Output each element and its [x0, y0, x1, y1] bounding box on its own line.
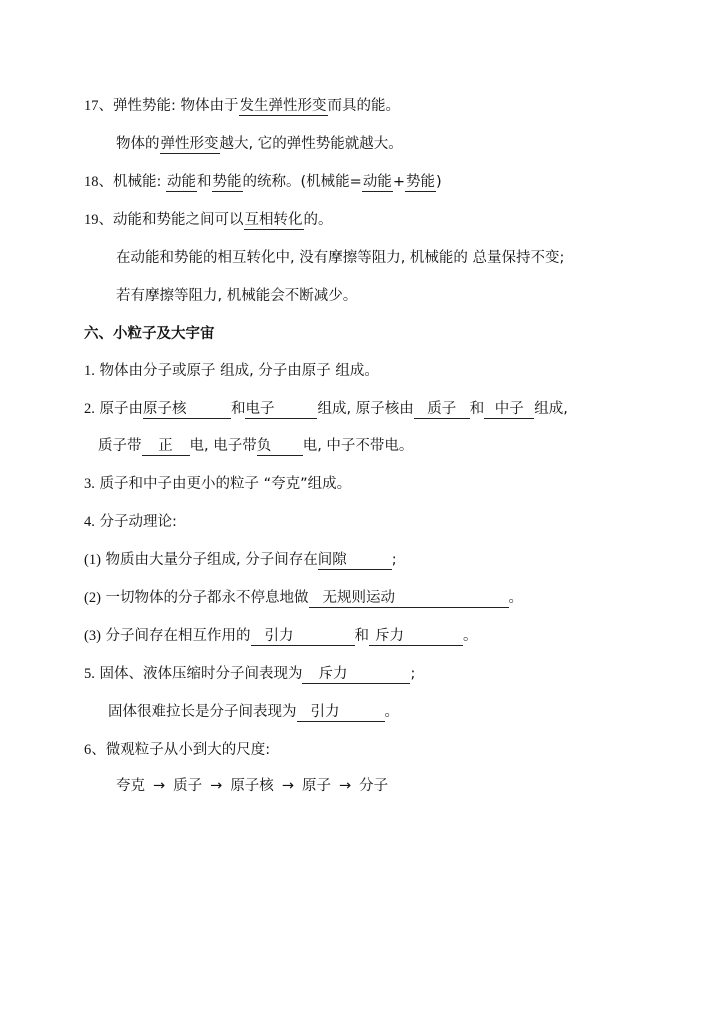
point-text: 物质由大量分子组成, 分子间存在 — [100, 552, 318, 568]
scale-item: 原子核 — [230, 778, 274, 794]
item-text: 动能和势能之间可以 — [113, 212, 244, 228]
underlined-term: 势能 — [212, 174, 242, 190]
right-arrow-icon: → — [153, 778, 166, 794]
item-text: 的。 — [303, 212, 333, 228]
right-arrow-icon: → — [338, 778, 352, 794]
point-5 — [84, 664, 415, 684]
point-text: 组成, — [534, 401, 568, 417]
fill-blank — [484, 401, 534, 419]
fill-blank — [302, 666, 410, 684]
fill-answer: 正 — [158, 438, 173, 454]
point-text: 固体、液体压缩时分子间表现为 — [94, 666, 303, 682]
fill-answer: 电子 — [245, 401, 275, 417]
point-text: 质子带 — [98, 438, 142, 454]
right-arrow-icon: → — [281, 778, 294, 794]
point-text: 分子动理论: — [94, 514, 177, 530]
point-number: (1) — [84, 552, 101, 568]
underlined-term: 发生弹性形变 — [239, 98, 327, 114]
point-text: 电, 电子带 — [189, 438, 257, 454]
point-text: 物体由分子或原子 组成, 分子由原子 组成。 — [94, 363, 379, 379]
point-2-detail — [98, 436, 413, 456]
fill-answer: 原子核 — [142, 401, 187, 417]
item-17-detail — [116, 134, 403, 154]
item-text: 物体的 — [116, 136, 160, 152]
point-1 — [84, 361, 379, 381]
point-4-3 — [84, 626, 478, 646]
fill-blank — [414, 401, 470, 419]
fill-answer: 引力 — [264, 628, 294, 644]
point-4-2 — [84, 588, 523, 608]
fill-blank — [251, 628, 355, 646]
point-5-detail — [108, 702, 399, 722]
point-3 — [84, 474, 351, 494]
fill-answer: 中子 — [494, 401, 524, 417]
point-text: 组成, 原子核由 — [317, 401, 414, 417]
point-number: (3) — [84, 628, 101, 644]
right-arrow-icon: → — [210, 778, 223, 794]
underlined-term: 互相转化 — [244, 212, 303, 228]
underlined-term: 动能 — [362, 174, 392, 190]
underlined-term: 势能 — [405, 174, 435, 190]
point-number: 1. — [84, 363, 95, 379]
fill-blank — [318, 552, 392, 570]
point-number: 3. — [84, 476, 95, 492]
point-number: 4. — [84, 514, 95, 530]
point-number: 2. — [84, 401, 95, 417]
fill-blank — [143, 401, 231, 419]
fill-answer: 斥力 — [318, 666, 348, 682]
item-19-detail-1: 在动能和势能的相互转化中, 没有摩擦等阻力, 机械能的 总量保持不变; — [116, 250, 565, 266]
item-number: 18、 — [84, 174, 113, 190]
scale-item: 夸克 — [116, 778, 145, 794]
point-text: 一切物体的分子都永不停息地做 — [100, 590, 309, 606]
point-text: 固体很难拉长是分子间表现为 — [108, 704, 297, 720]
point-4 — [84, 512, 177, 532]
fill-blank — [369, 628, 463, 646]
underlined-term: 弹性形变 — [160, 136, 219, 152]
point-6 — [84, 740, 270, 760]
fill-answer: 间隙 — [317, 552, 347, 568]
fill-blank — [297, 704, 385, 722]
scale-item: 原子 — [301, 778, 331, 794]
point-text: 和 — [469, 401, 485, 417]
item-17 — [84, 96, 400, 116]
point-text: ; — [410, 666, 416, 682]
fill-answer: 斥力 — [375, 628, 405, 644]
point-text: ; — [391, 552, 397, 568]
item-text: 越大, 它的弹性势能就越大。 — [219, 136, 403, 152]
point-text: 和 — [230, 401, 246, 417]
point-text: 微观粒子从小到大的尺度: — [105, 742, 271, 758]
point-text: 质子和中子由更小的粒子 “夸克”组成。 — [94, 476, 352, 492]
point-4-1 — [84, 550, 397, 570]
fill-answer: 质子 — [427, 401, 457, 417]
item-text: 和 — [197, 174, 212, 190]
item-text: 的统称。(机械能= — [242, 174, 362, 190]
item-number: 19、 — [84, 212, 113, 228]
point-text: 分子间存在相互作用的 — [100, 628, 251, 644]
item-text: 而具的能。 — [327, 98, 400, 114]
point-text: 。 — [508, 590, 524, 606]
point-text: 电, 中子不带电。 — [302, 438, 414, 454]
item-18 — [84, 172, 442, 192]
scale-item: 分子 — [359, 778, 389, 794]
point-text: 。 — [463, 628, 478, 644]
point-number: 6、 — [84, 742, 106, 758]
fill-blank — [142, 438, 190, 456]
fill-blank — [257, 438, 303, 456]
section-heading: 六、小粒子及大宇宙 — [84, 326, 215, 342]
item-number: 17、 — [84, 98, 113, 114]
fill-blank — [309, 590, 509, 608]
fill-answer: 负 — [256, 438, 272, 454]
point-text: 和 — [354, 628, 370, 644]
item-text: 弹性势能: 物体由于 — [113, 98, 239, 114]
item-text: 机械能: — [113, 174, 166, 190]
scale-item: 质子 — [173, 778, 203, 794]
item-19 — [84, 210, 333, 230]
point-text: 。 — [384, 704, 399, 720]
item-text: + — [392, 174, 405, 190]
fill-blank — [245, 401, 317, 419]
fill-answer: 引力 — [310, 704, 340, 720]
point-number: 5. — [84, 666, 95, 682]
point-2 — [84, 399, 568, 419]
underlined-term: 动能 — [167, 174, 196, 190]
fill-answer: 无规则运动 — [322, 590, 396, 606]
item-text: ) — [435, 174, 442, 190]
point-text: 原子由 — [94, 401, 143, 417]
item-19-detail-2: 若有摩擦等阻力, 机械能会不断减少。 — [116, 288, 358, 304]
point-number: (2) — [84, 590, 101, 606]
scale-sequence — [116, 776, 388, 796]
